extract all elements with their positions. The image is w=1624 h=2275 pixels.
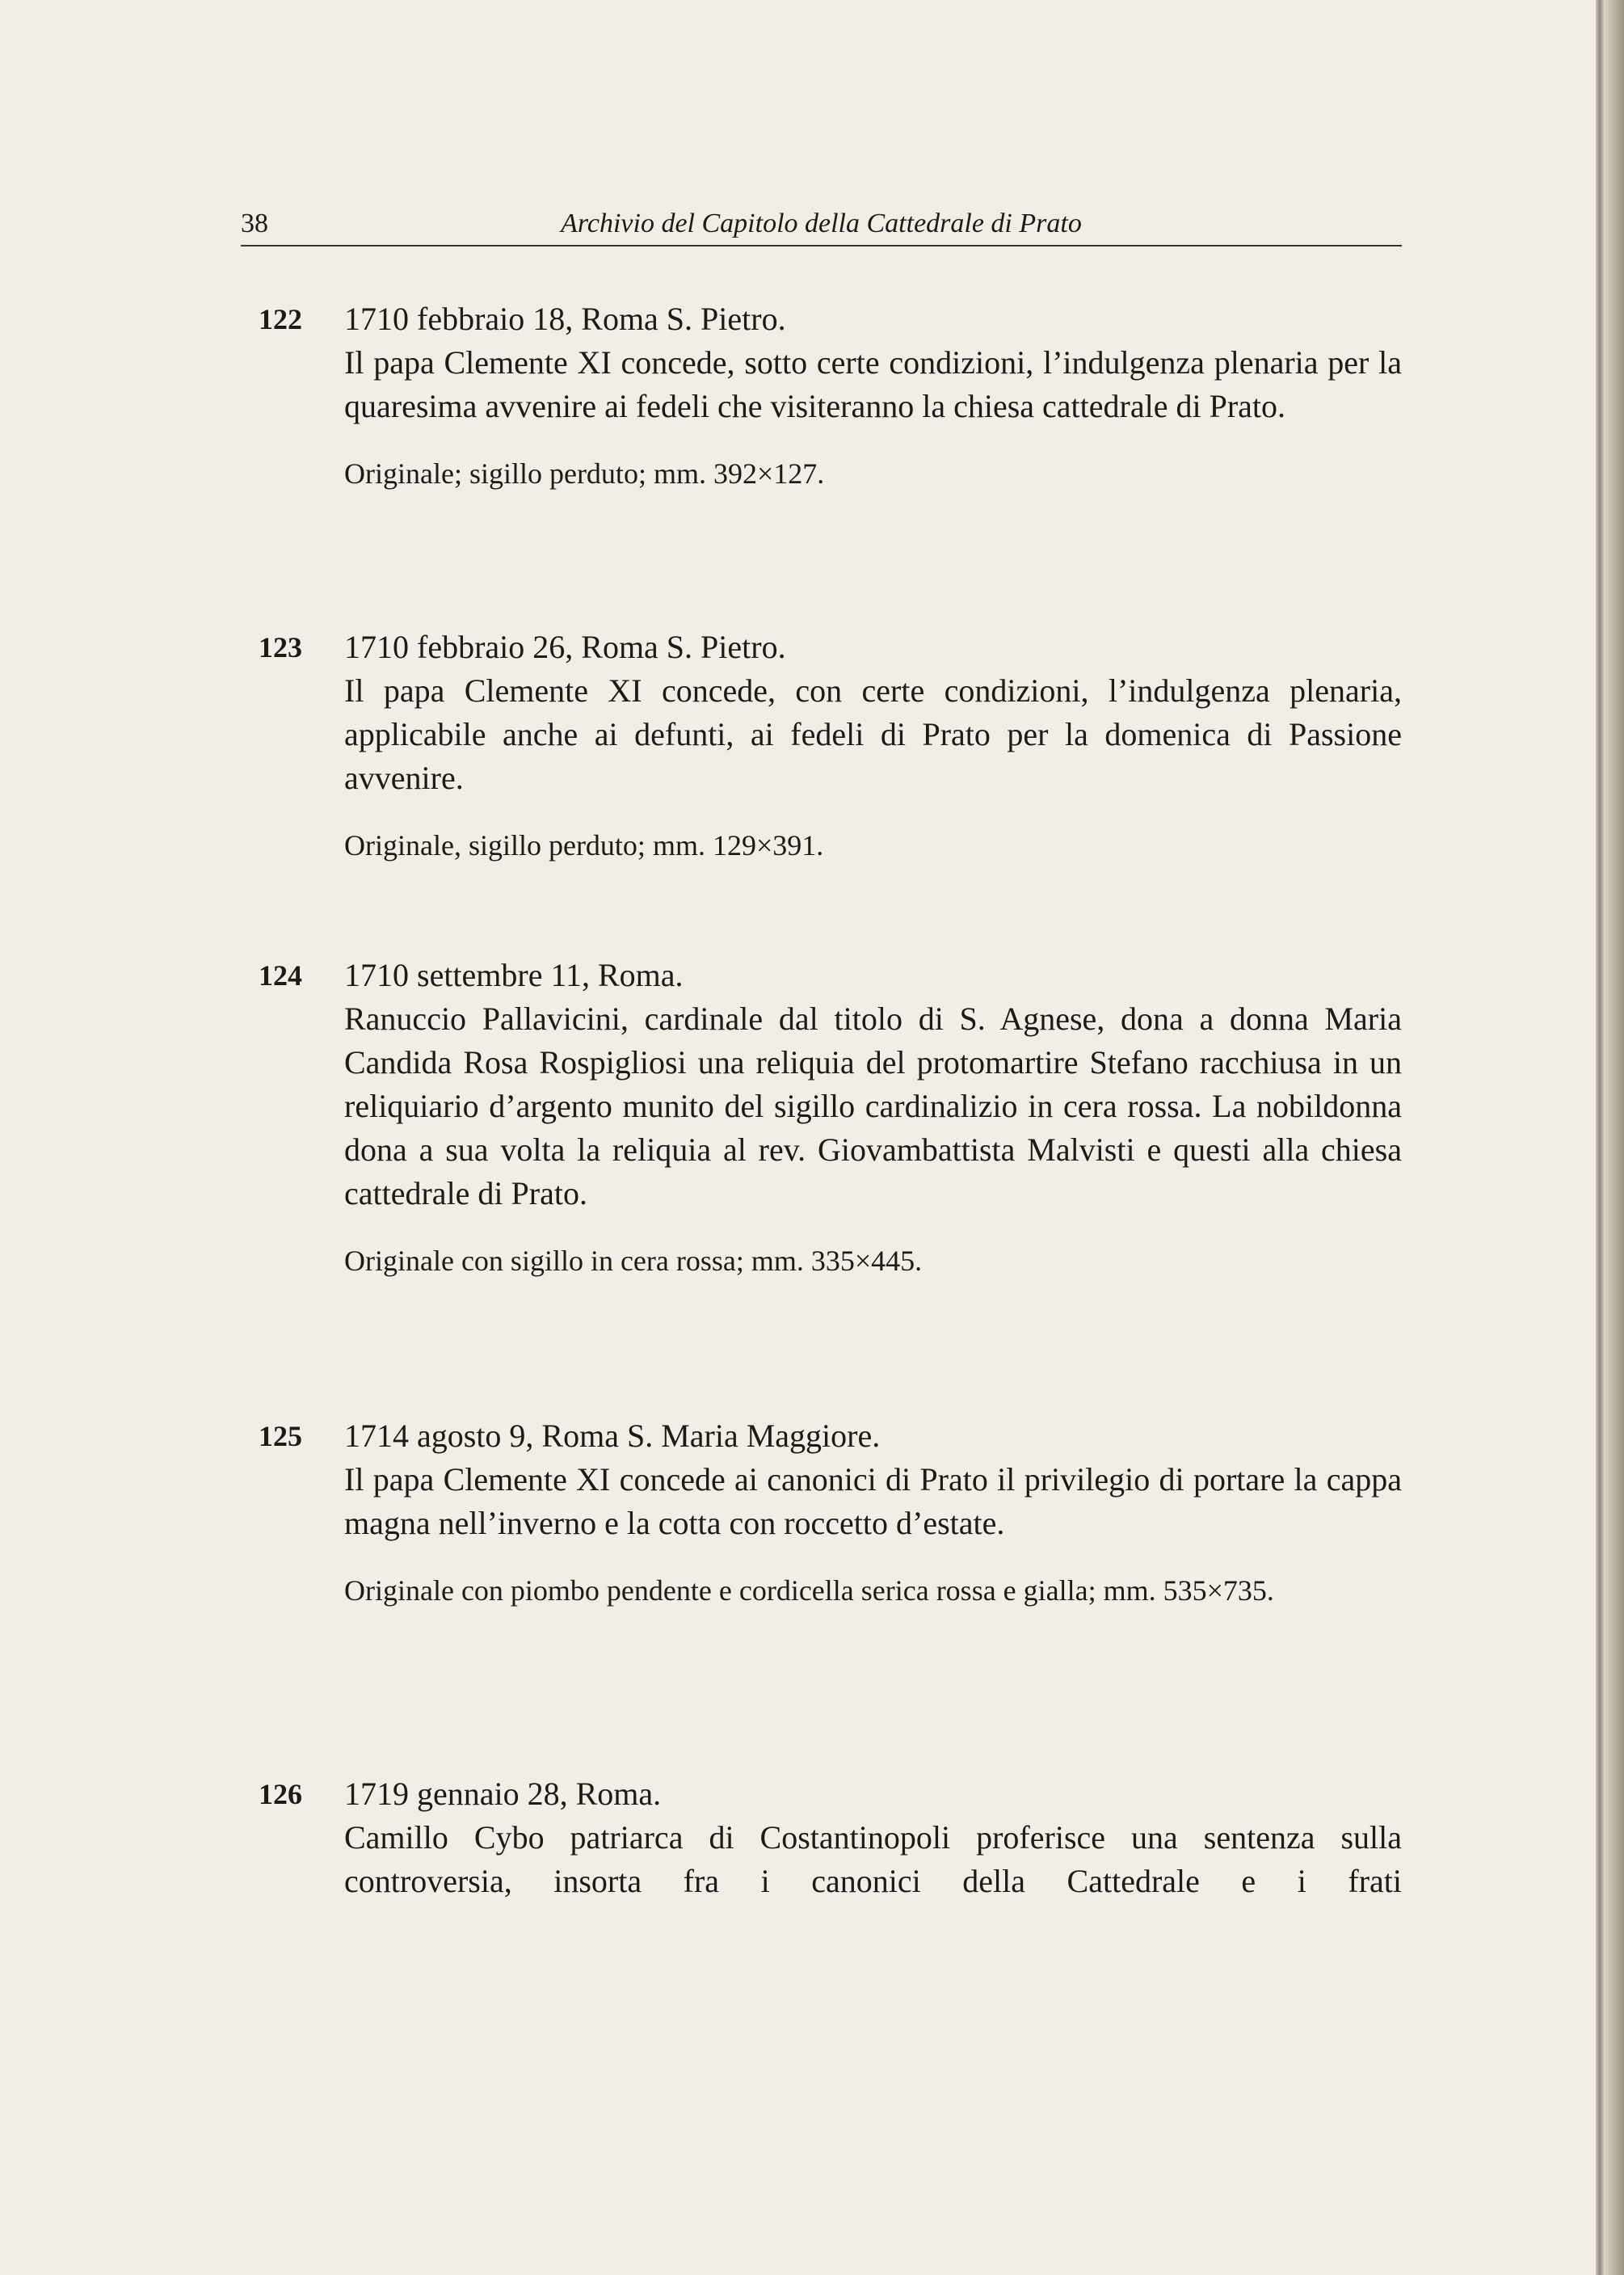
page-number: 38: [241, 209, 268, 238]
entry-123: [241, 626, 1402, 864]
entry-note: Originale; sigillo perduto; mm. 392×127.: [344, 457, 825, 490]
entry-122: [241, 297, 1402, 492]
entry-body: [344, 626, 1402, 864]
entry-number: 125: [259, 1420, 302, 1452]
entry-summary: Il papa Clemente XI concede ai canonici di Prato il privilegio di portare la cappa magna nell’inverno e la cotta con roccetto d’estate.: [344, 1461, 1402, 1541]
page-header: [241, 206, 1402, 246]
entry-body: [344, 1772, 1402, 1903]
running-title: Archivio del Capitolo della Cattedrale di Prato: [561, 209, 1082, 238]
entry-126: [241, 1772, 1402, 1903]
entry-number: 123: [259, 631, 302, 664]
book-spine-edge: [1596, 0, 1624, 2275]
entry-note: Originale, sigillo perduto; mm. 129×391.: [344, 829, 824, 862]
entry-date-place: 1719 gennaio 28, Roma.: [344, 1776, 662, 1812]
entry-date-place: 1710 settembre 11, Roma.: [344, 957, 684, 993]
entry-body: [344, 1414, 1402, 1609]
entry-date-place: 1710 febbraio 26, Roma S. Pietro.: [344, 629, 786, 665]
entry-date-place: 1714 agosto 9, Roma S. Maria Maggiore.: [344, 1418, 881, 1454]
entry-body: [344, 954, 1402, 1279]
entry-note: Originale con piombo pendente e cordicella serica rossa e gialla; mm. 535×735.: [344, 1574, 1274, 1607]
entry-date-place: 1710 febbraio 18, Roma S. Pietro.: [344, 301, 786, 337]
entry-number: 122: [259, 303, 302, 335]
entry-125: [241, 1414, 1402, 1609]
entry-124: [241, 954, 1402, 1279]
entry-number: 126: [259, 1778, 302, 1810]
entry-summary: Il papa Clemente XI concede, sotto certe condizioni, l’indulgenza plenaria per la quaresima avvenire ai fedeli che visiteranno la chiesa cattedrale di Prato.: [344, 344, 1402, 424]
entry-summary: Il papa Clemente XI concede, con certe condizioni, l’indulgenza plenaria, applicabile anche ai defunti, ai fedeli di Prato per la domenica di Passione avvenire.: [344, 672, 1402, 796]
entry-note: Originale con sigillo in cera rossa; mm. 335×445.: [344, 1245, 923, 1277]
entry-summary: Camillo Cybo patriarca di Costantinopoli proferisce una sentenza sulla controversia, insorta fra i canonici della Cattedrale e i frati: [344, 1819, 1402, 1899]
entry-number: 124: [259, 959, 302, 992]
entry-body: [344, 297, 1402, 492]
entry-summary: Ranuccio Pallavicini, cardinale dal titolo di S. Agnese, dona a donna Maria Candida Rosa Rospigliosi una reliquia del protomartire Stefano racchiusa in un reliquiario d’argento munito del sigillo cardinalizio in cera rossa. La nobildonna dona a sua volta la reliquia al rev. Giovambattista Malvisti e questi alla chiesa cattedrale di Prato.: [344, 1001, 1402, 1211]
